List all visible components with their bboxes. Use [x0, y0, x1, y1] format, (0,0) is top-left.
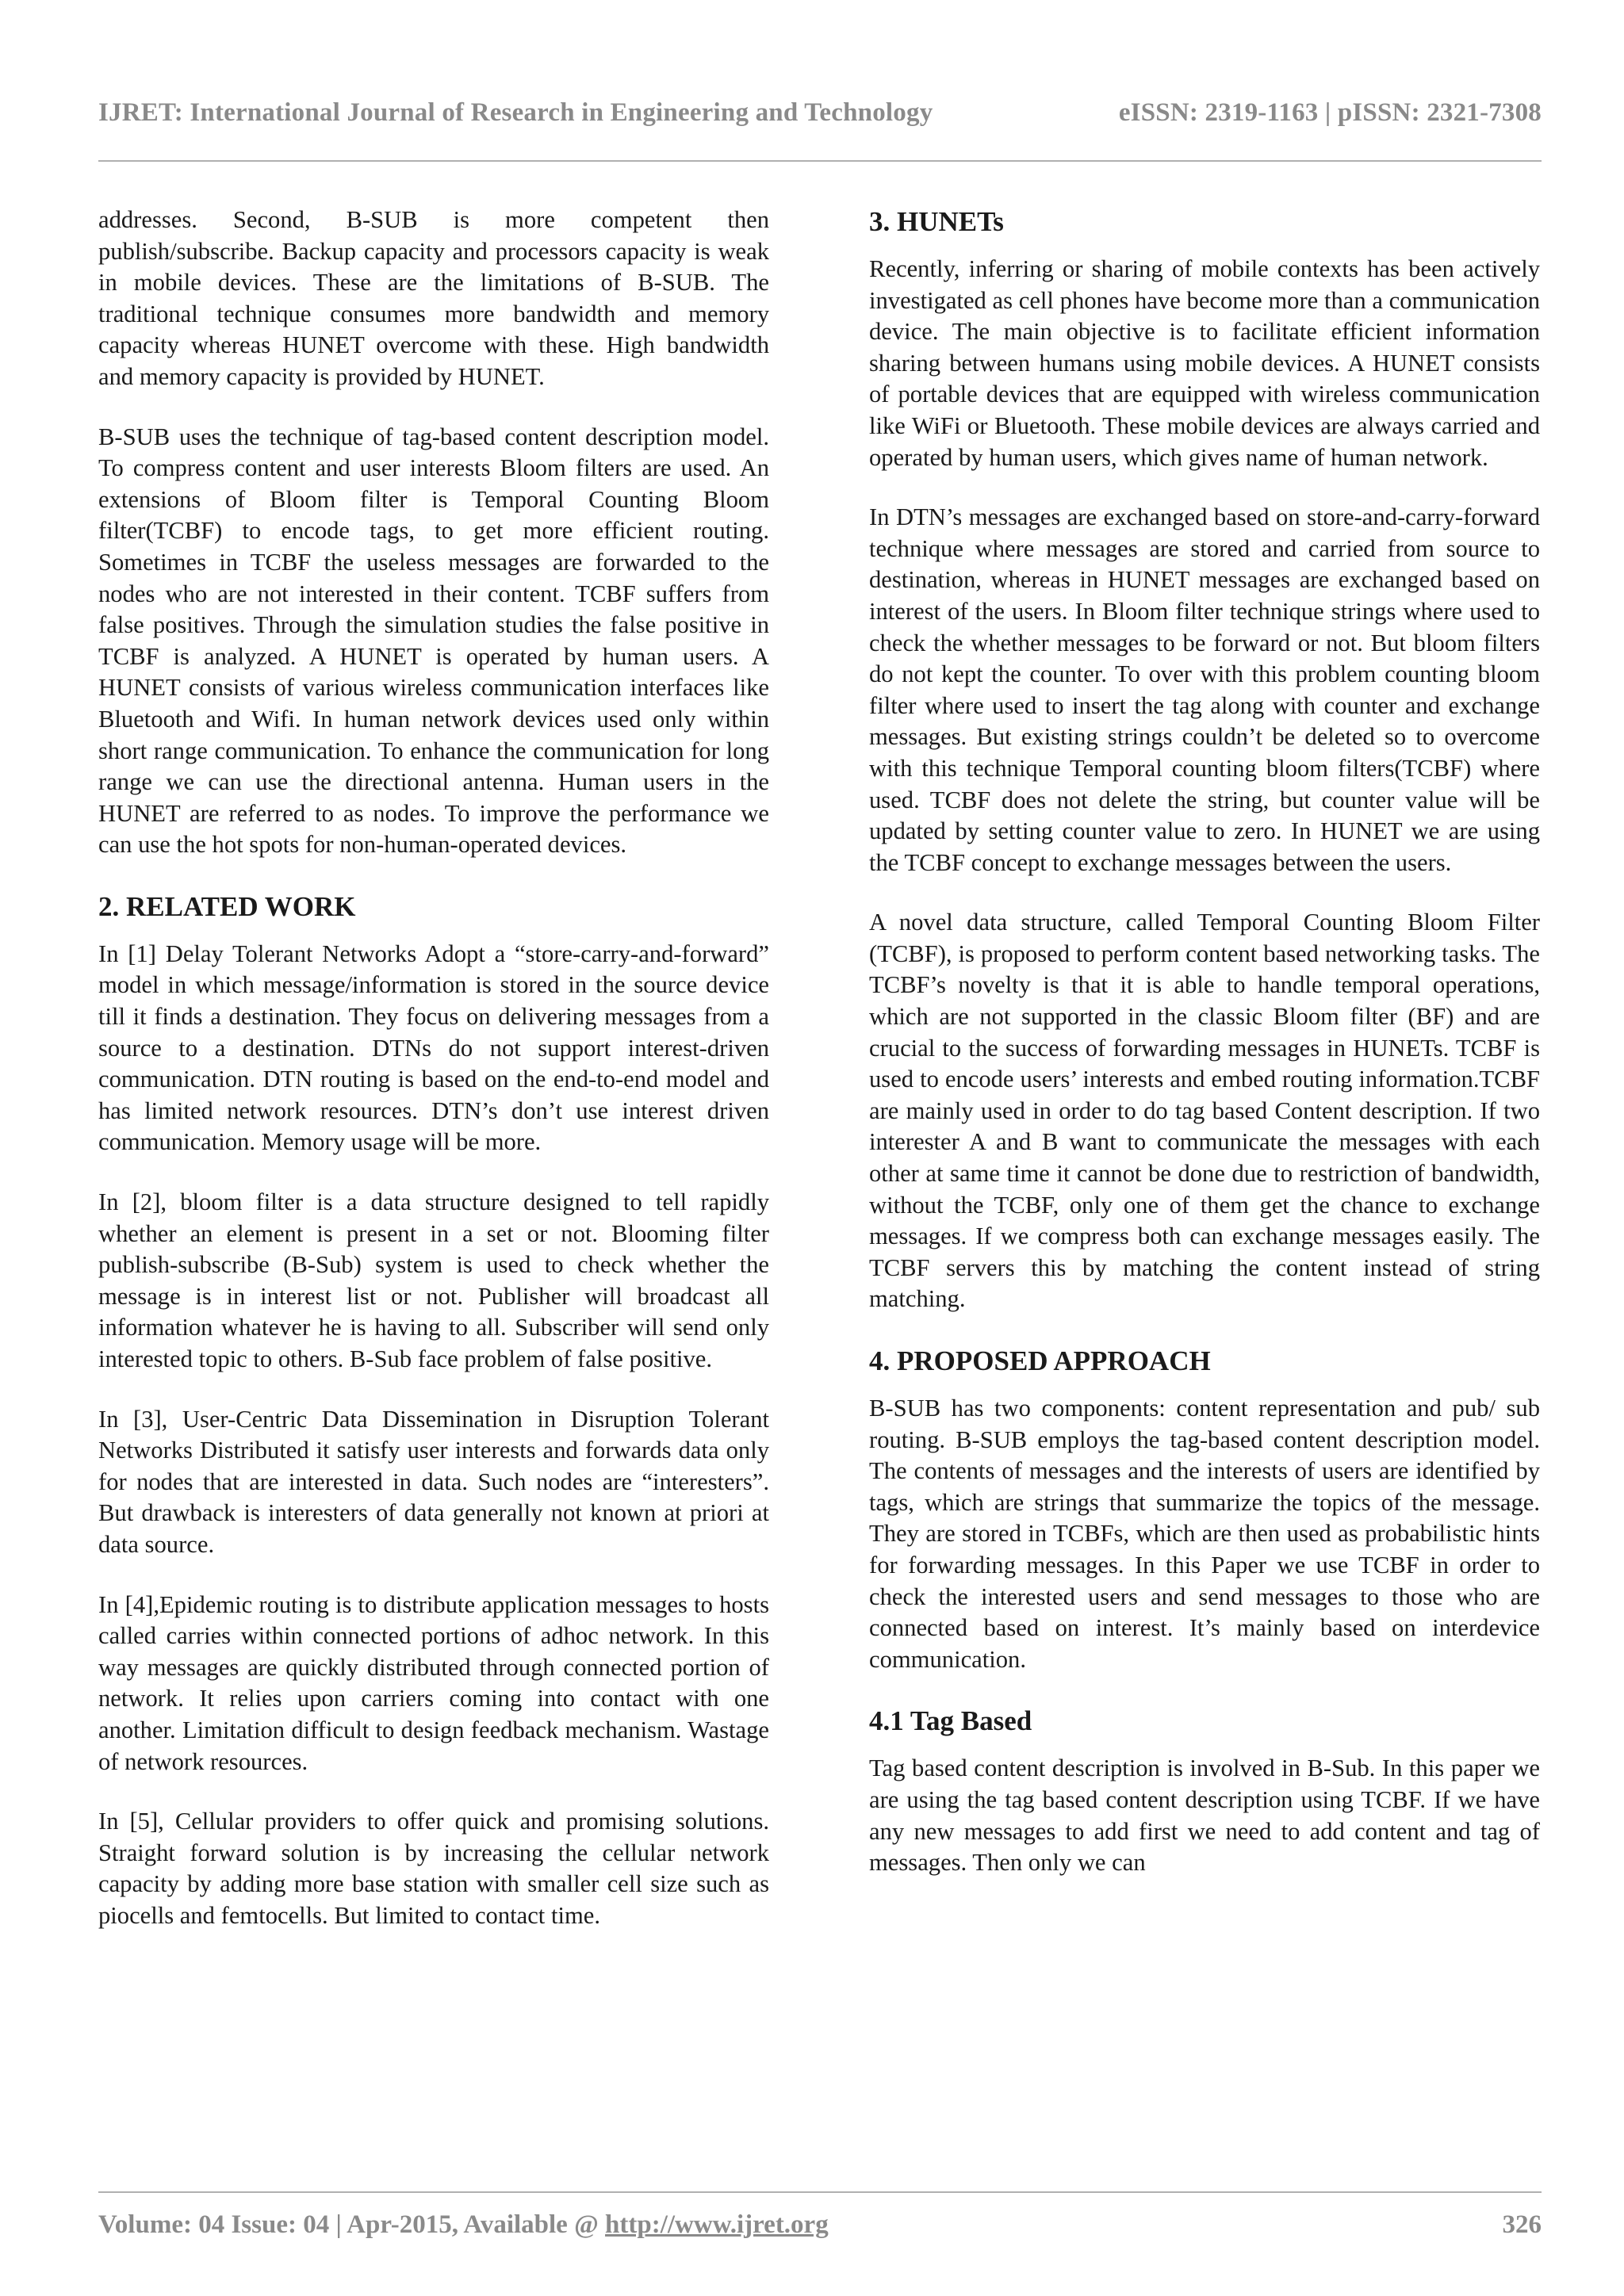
- proposed-approach-paragraph: B-SUB has two components: content representation and pub/ sub routing. B-SUB employs the tag-based content description model. The contents of messages and the interests of users are identified by tags, which are strings that summarize the topics of the message. They are stored in TCBFs, which are then used as probabilistic hints for forwarding messages. In this Paper we use TCBF in order to check the interested users and send messages to those who are connected based on interest. It’s mainly based on interdevice communication.: [869, 1395, 1540, 1673]
- page-footer: [98, 2210, 1542, 2240]
- related-work-paragraph-1: In [1] Delay Tolerant Networks Adopt a “store-carry-and-forward” model in which message/information is stored in the source device till it finds a destination. They focus on delivering messages from a source to a destination. DTNs do not support interest-driven communication. DTN routing is based on the end-to-end model and has limited network resources. DTN’s don’t use interest driven communication. Memory usage will be more.: [98, 939, 769, 1156]
- issn-info: eISSN: 2319-1163 | pISSN: 2321-7308: [1118, 98, 1542, 127]
- page-number: 326: [1502, 2210, 1542, 2239]
- intro-paragraph-2: B-SUB uses the technique of tag-based content description model. To compress content and user interests Bloom filters are used. An extensions of Bloom filter is Temporal Counting Bloom filter(TCBF) to encode tags, to get more efficient routing. Sometimes in TCBF the useless messages are forwarded to the nodes who are not interested in their content. TCBF suffers from false positives. Through the simulation studies the false positive in TCBF is analyzed. A HUNET is operated by human users. A HUNET consists of various wireless communication interfaces like Bluetooth and Wifi. In human network devices used only within short range communication. To enhance the communication for long range we can use the directional antenna. Human users in the HUNET are referred to as nodes. To improve the performance we can use the hot spots for non-human-operated devices.: [98, 423, 769, 859]
- section-heading-proposed-approach: 4. PROPOSED APPROACH: [869, 1345, 1211, 1376]
- hunets-paragraph-1: Recently, inferring or sharing of mobile contexts has been actively investigated as cell phones have become more than a communication device. The main objective is to facilitate efficient information sharing between humans using mobile devices. A HUNET consists of portable devices that are equipped with wireless communication like WiFi or Bluetooth. These mobile devices are always carried and operated by human users, which gives name of human network.: [869, 255, 1540, 471]
- tag-based-paragraph: Tag based content description is involved in B-Sub. In this paper we are using the tag based content description using TCBF. If we have any new messages to add first we need to add content and tag of messages. Then only we can: [869, 1755, 1540, 1877]
- right-column: [869, 205, 1540, 1908]
- footer-volume: [98, 2210, 829, 2240]
- header-divider: [98, 160, 1542, 162]
- section-heading-hunets: 3. HUNETs: [869, 206, 1004, 237]
- footer-divider: [98, 2191, 1542, 2193]
- journal-link[interactable]: http://www.ijret.org: [605, 2210, 829, 2239]
- related-work-paragraph-5: In [5], Cellular providers to offer quick and promising solutions. Straight forward solution is by increasing the cellular network capacity by adding more base station with smaller cell size such as piocells and femtocells. But limited to contact time.: [98, 1808, 769, 1929]
- volume-info: Volume: 04 Issue: 04 | Apr-2015, Available @: [98, 2210, 606, 2239]
- related-work-paragraph-3: In [3], User-Centric Data Dissemination in Disruption Tolerant Networks Distributed it satisfy user interests and forwards data only for nodes that are interested in data. Such nodes are “interesters”. But drawback is interesters of data generally not known at priori at data source.: [98, 1405, 769, 1558]
- journal-title: IJRET: International Journal of Research in Engineering and Technology: [98, 98, 933, 127]
- left-column: [98, 205, 769, 1961]
- intro-paragraph-1: addresses. Second, B-SUB is more competent then publish/subscribe. Backup capacity and processors capacity is weak in mobile devices. These are the limitations of B-SUB. The traditional technique consumes more bandwidth and memory capacity whereas HUNET overcome with these. High bandwidth and memory capacity is provided by HUNET.: [98, 206, 769, 390]
- hunets-paragraph-2: In DTN’s messages are exchanged based on store-and-carry-forward technique where messages are stored and carried from source to destination, whereas in HUNET messages are exchanged based on interest of the users. In Bloom filter technique strings where used to check the whether messages to be forward or not. But bloom filters do not kept the counter. To over with this problem counting bloom filter where used to insert the tag along with counter and exchange messages. But existing strings couldn’t be deleted so to overcome with this technique Temporal counting bloom filters(TCBF) where used. TCBF does not delete the string, but counter value will be updated by setting counter value to zero. In HUNET we are using the TCBF concept to exchange messages between the users.: [869, 503, 1540, 876]
- page-header: [98, 98, 1542, 128]
- section-heading-related-work: 2. RELATED WORK: [98, 890, 356, 922]
- subsection-heading-tag-based: 4.1 Tag Based: [869, 1705, 1032, 1737]
- related-work-paragraph-4: In [4],Epidemic routing is to distribute application messages to hosts called carries within connected portions of adhoc network. In this way messages are quickly distributed through connected portion of network. It relies upon carriers coming into contact with one another. Limitation difficult to design feedback mechanism. Wastage of network resources.: [98, 1590, 769, 1775]
- related-work-paragraph-2: In [2], bloom filter is a data structure designed to tell rapidly whether an element is present in a set or not. Blooming filter publish-subscribe (B-Sub) system is used to check whether the message is in interest list or not. Publisher will broadcast all information whatever he is having to all. Subscriber will send only interested topic to others. B-Sub face problem of false positive.: [98, 1188, 769, 1372]
- hunets-paragraph-3: A novel data structure, called Temporal Counting Bloom Filter (TCBF), is proposed to perform content based networking tasks. The TCBF’s novelty is that it is able to handle temporal operations, which are not supported in the classic Bloom filter (BF) and are crucial to the success of forwarding messages in HUNETs. TCBF is used to encode users’ interests and embed routing information.TCBF are mainly used in order to do tag based Content description. If two interester A and B want to communicate the messages with each other at same time it cannot be done due to restriction of bandwidth, without the TCBF, only one of them get the chance to exchange messages. If we compress both can exchange messages easily. The TCBF servers this by matching the content instead of string matching.: [869, 909, 1540, 1313]
